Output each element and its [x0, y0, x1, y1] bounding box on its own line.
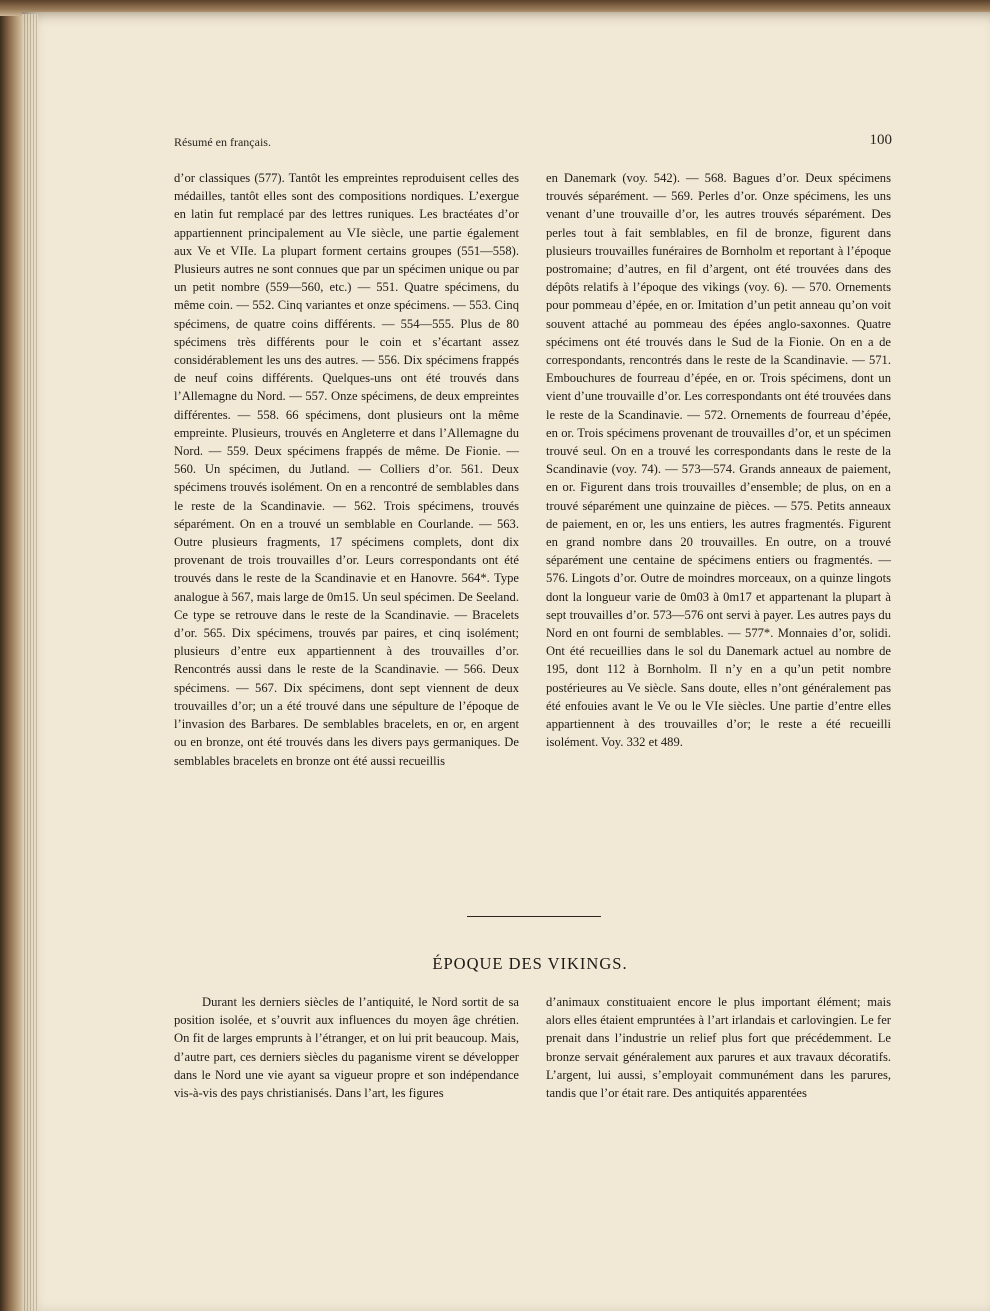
page-number: 100	[869, 132, 892, 148]
section-column-left	[174, 993, 519, 1102]
section-divider	[467, 916, 601, 917]
text-column-right	[546, 169, 891, 752]
left-column-paragraph: d’or classiques (577). Tantôt les empreintes reproduisent celles des médailles, tantôt elles sont des compositions nordiques. L’exergue en latin fut remplacé par des lettres runiques. Les bractéates d’or appartiennent principalement au VIe siècle, une partie également aux Ve et VIIe. La plupart forment certains groupes (551—558). Plusieurs autres ne sont connues que par un spécimen unique ou par un petit nombre (559—560, etc.) — 551. Quatre spécimens, du même coin. — 552. Cinq variantes et onze spécimens. — 553. Cinq spécimens, de quatre coins différents. — 554—555. Plus de 80 spécimens très différents pour le coin et s’écartant assez considérablement les uns des autres. — 556. Dix spécimens frappés de neuf coins différents. Quelques-uns ont été trouvés dans l’Allemagne du Nord. — 557. Onze spécimens, de deux empreintes différentes. — 558. 66 spécimens, dont plusieurs ont la même empreinte. Plusieurs, trouvés en Angleterre et dans l’Allemagne du Nord. — 559. Deux spécimens frappés de même. De Fionie. — 560. Un spécimen, du Jutland. — Colliers d’or. 561. Deux spécimens trouvés isolément. On en a rencontré de semblables dans le reste de la Scandinavie. — 562. Trois spécimens, trouvés séparément. On en a trouvé un semblable en Courlande. — 563. Outre plusieurs fragments, 17 spécimens complets, dont dix provenant de trois trouvailles d’or. Leurs correspondants ont été trouvés dans le reste de la Scandinavie et en Hanovre. 564*. Type analogue à 567, mais large de 0m15. Un seul spécimen. De Seeland. Ce type se retrouve dans le reste de la Scandinavie. — Bracelets d’or. 565. Dix spécimens, trouvés par paires, et cinq isolément; plusieurs d’entre eux appartiennent à des trouvailles d’or. Rencontrés aussi dans le reste de la Scandinavie. — 566. Deux spécimens. — 567. Dix spécimens, dont sept viennent de deux trouvailles d’or; un a été trouvé dans une sépulture de l’époque de l’invasion des Barbares. De semblables bracelets, en or, en argent ou en bronze, ont été trouvés dans les divers pays germaniques. De semblables bracelets en bronze ont été aussi recueillis	[174, 171, 519, 768]
right-column-paragraph: en Danemark (voy. 542). — 568. Bagues d’or. Deux spécimens trouvés séparément. — 569. Perles d’or. Onze spécimens, les uns venant d’une trouvaille d’or, les autres trouvés séparément. Des perles tout à fait semblables, en fil de bronze, figurent dans plusieurs trouvailles funéraires de Bornholm et reportant à l’époque postromaine; d’autres, en fil d’argent, ont été trouvées dans des dépôts relatifs à l’époque des vikings (voy. 6). — 570. Ornements pour pommeau d’épée, en or. Imitation d’un petit anneau qu’on voit souvent attaché au pommeau des épées anglo-saxonnes. Quatre spécimens ont été trouvés dans le Sud de la Fionie. On en a de correspondants, rencontrés dans le reste de la Scandinavie. — 571. Embouchures de fourreau d’épée, en or. Trois spécimens, dont un vient d’une trouvaille d’or. Les correspondants ont été trouvées dans le reste de la Scandinavie. — 572. Ornements de fourreau d’épée, en or. Trois spécimens provenant de trouvailles d’or, et un spécimen trouvé seul. On en a trouvé les correspondants dans le reste de la Scandinavie (voy. 74). — 573—574. Grands anneaux de paiement, en or. Figurent dans trois trouvailles d’ensemble; de plus, on en a trouvé séparément une quinzaine de pièces. — 575. Petits anneaux de paiement, en or, les uns entiers, les autres fragmentés. Figurent en grand nombre dans 20 trouvailles. En outre, on a trouvé séparément une centaine de spécimens entiers ou fragmentés. — 576. Lingots d’or. Outre de moindres morceaux, on a quinze lingots dont la longueur varie de 0m03 à 0m17 et appartenant la plupart à sept trouvailles d’or. 573—576 ont servi à payer. Les autres pays du Nord en ont fourni de semblables. — 577*. Monnaies d’or, solidi. Ont été recueillies dans le sol du Danemark actuel au nombre de 195, dont 112 à Bornholm. Il n’y en a qu’un petit nombre postérieures au Ve siècle. Sans doute, elles n’ont généralement pas été enfouies avant le Ve ou le VIe siècles. Une partie d’entre elles appartiennent à des trouvailles d’or; le reste a été recueilli isolément. Voy. 332 et 489.	[546, 171, 891, 750]
section-title: ÉPOQUE DES VIKINGS.	[432, 954, 628, 973]
section-column-right	[546, 993, 891, 1102]
text-column-left	[174, 169, 519, 770]
running-title: Résumé en français.	[174, 135, 271, 149]
page-gutter-edges	[22, 14, 38, 1311]
section-right-paragraph: d’animaux constituaient encore le plus important élément; mais alors elles étaient empruntées à l’art irlandais et carlovingien. Le fer prenait dans l’industrie un relief plus fort que précédemment. Le bronze servait généralement aux parures et aux travaux décoratifs. L’argent, lui aussi, s’employait communément dans les parures, tandis que l’or était rare. Des antiquités apparentées	[546, 995, 891, 1101]
section-left-paragraph: Durant les derniers siècles de l’antiquité, le Nord sortit de sa position isolée, et s’ouvrit aux influences du moyen âge chrétien. On fit de larges emprunts à l’étranger, et on lui prit beaucoup. Mais, d’autre part, ces derniers siècles du paganisme virent se développer dans le Nord une vie ayant sa vigueur propre et son indépendance vis-à-vis des pays christianisés. Dans l’art, les figures	[174, 995, 519, 1101]
